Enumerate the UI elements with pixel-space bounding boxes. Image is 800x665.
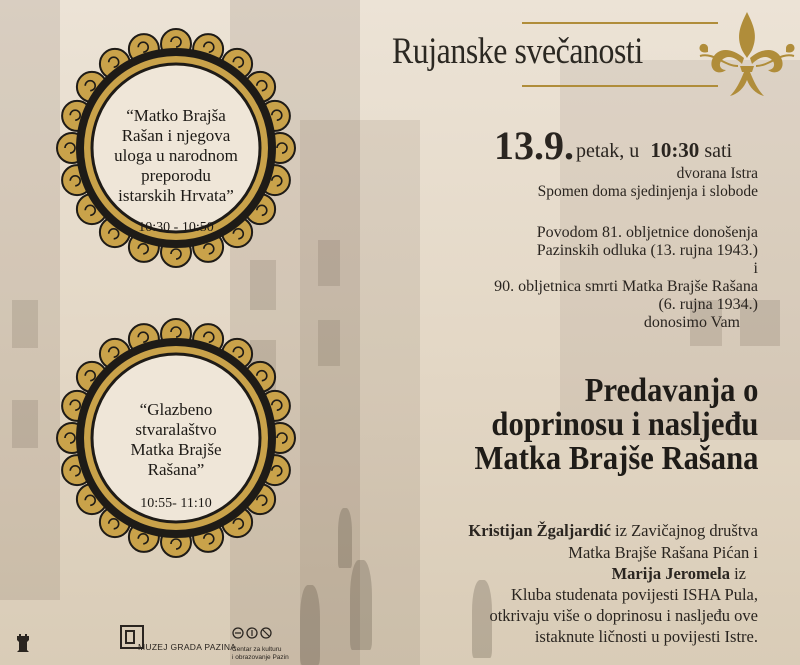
lecture-1-title-line: Rašan i njegova: [121, 126, 231, 145]
speaker-1-name: Kristijan Žgaljardić: [468, 521, 611, 540]
event-time-suffix: sati: [704, 140, 733, 162]
speakers-line-2: Matka Brajše Rašana Pićan i: [568, 543, 758, 562]
town-coat-of-arms-icon: [15, 632, 31, 654]
lecture-2-title-line: stvaralaštvo: [135, 420, 217, 439]
event-time: 10:30: [650, 138, 700, 162]
occasion-line-1: Povodom 81. obljetnice donošenja: [536, 224, 758, 241]
museum-logo: [120, 625, 237, 654]
heading-line-1: Predavanja o: [584, 372, 758, 409]
lecture-2-time: 10:55- 11:10: [140, 496, 212, 511]
culture-center-logo-icon: [232, 627, 280, 639]
heading-line-3: Matka Brajše Rašana: [474, 440, 758, 477]
speaker-2-name: Marija Jeromela: [611, 564, 730, 583]
lecture-1-title-line: uloga u narodnom: [114, 146, 238, 165]
culture-center-name-1: Centar za kulturu: [232, 646, 282, 653]
speakers-line-3: [612, 563, 746, 584]
venue-line-1: dvorana Istra: [676, 165, 758, 182]
event-day-time: [576, 138, 732, 163]
speakers-line-3-rest: iz: [729, 564, 746, 583]
museum-name: MUZEJ GRADA PAZINA: [138, 642, 237, 652]
lecture-2-title-line: Matka Brajše: [130, 440, 222, 459]
lecture-2-title-line: Rašana”: [147, 460, 205, 479]
occasion-line-3: i: [753, 260, 758, 277]
event-date: 13.9.: [494, 123, 574, 168]
title-rule-top: [522, 22, 718, 24]
venue-line-2: Spomen doma sjedinjenja i slobode: [537, 183, 758, 200]
speakers-line-4: Kluba studenata povijesti ISHA Pula,: [510, 585, 758, 604]
fleur-de-lis-ornament-icon: [694, 6, 800, 106]
lecture-2-title-line: “Glazbeno: [139, 400, 213, 419]
heading-line-2: doprinosu i nasljeđu: [490, 406, 758, 443]
lecture-1-time: 10:30 - 10:50: [138, 220, 214, 235]
lecture-1-title-line: preporodu: [141, 166, 211, 185]
lecture-1-title-line: “Matko Brajša: [126, 106, 226, 125]
occasion-line-6: donosimo Vam: [643, 314, 740, 331]
culture-center-name-2: i obrazovanje Pazin: [232, 654, 289, 661]
lecture-1-medallion: [56, 28, 296, 268]
page-title: Rujanske svečanosti: [392, 31, 643, 72]
speakers-line-5: otkrivaju više o doprinosu i nasljeđu ove: [489, 606, 758, 625]
occasion-line-4: 90. obljetnica smrti Matka Brajše Rašana: [494, 278, 758, 295]
culture-center-logo: [232, 626, 289, 662]
occasion-line-2: Pazinskih odluka (13. rujna 1943.): [536, 242, 758, 259]
lecture-2-medallion: [56, 318, 296, 558]
title-rule-bottom: [522, 85, 718, 87]
speakers-line-1: [468, 520, 758, 541]
occasion-line-5: (6. rujna 1934.): [658, 296, 758, 313]
lecture-1-title-line: istarskih Hrvata”: [118, 186, 234, 205]
speakers-line-6: istaknute ličnosti u povijesti Istre.: [534, 627, 758, 646]
lecture-heading: [474, 374, 758, 476]
event-day: petak, u: [576, 140, 640, 162]
speakers-line-1-rest: iz Zavičajnog društva: [610, 521, 758, 540]
